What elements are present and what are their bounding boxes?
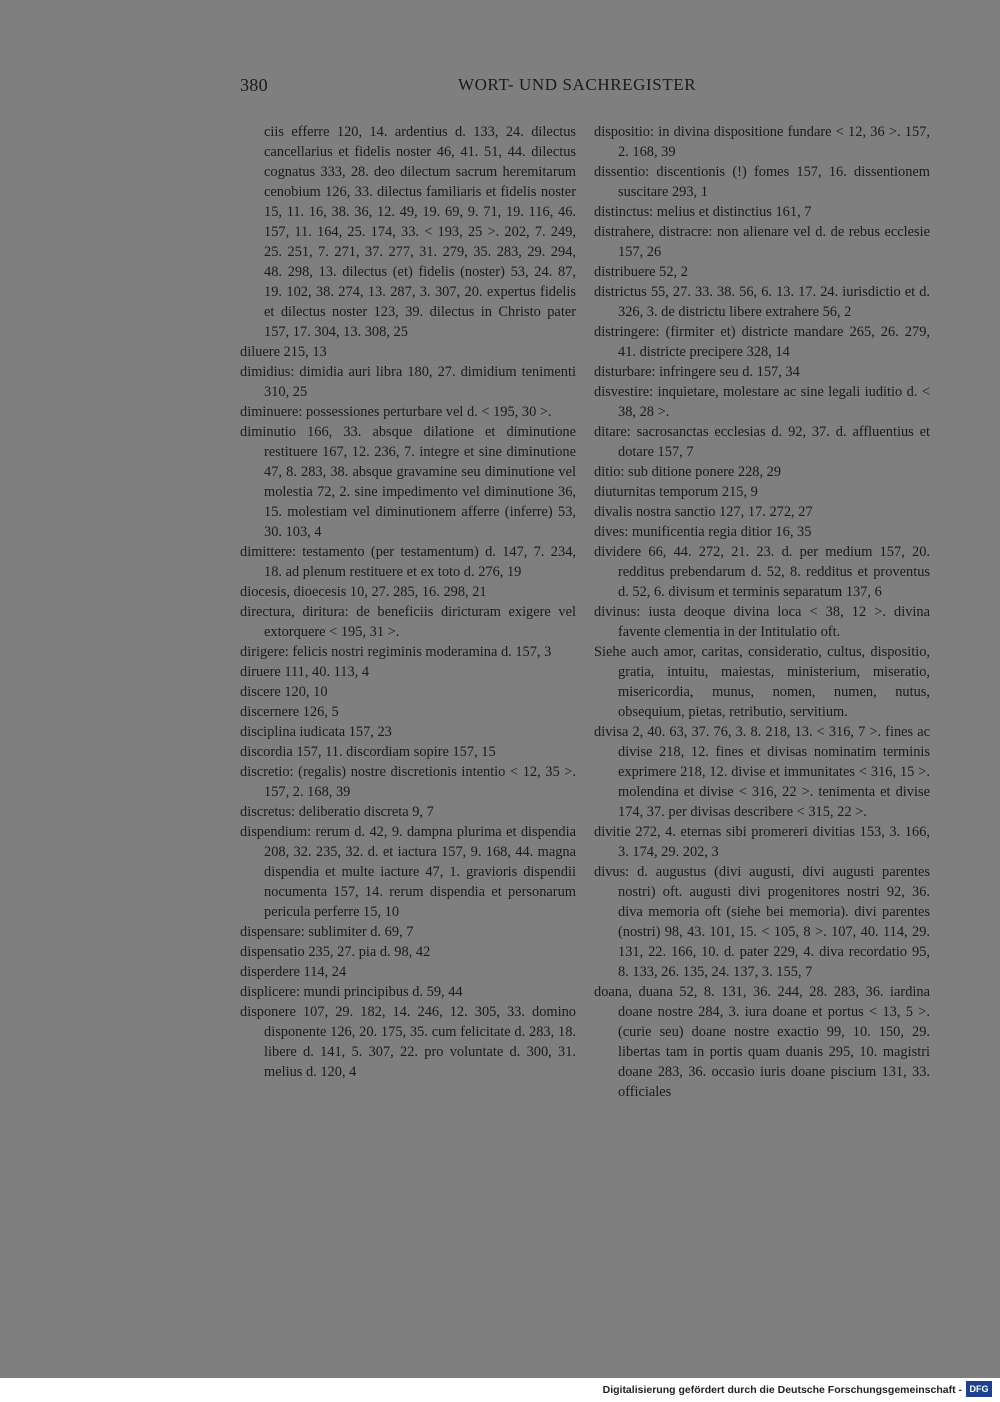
index-entry: dispensatio 235, 27. pia d. 98, 42 — [240, 944, 431, 960]
index-entry: distribuere 52, 2 — [594, 264, 688, 280]
index-entry: discere 120, 10 — [240, 684, 328, 700]
index-entry: distrahere, distracre: non alienare vel d. de rebus ecclesie 157, 26 — [594, 224, 930, 260]
index-entry: discretio: (regalis) nostre discretionis intentio < 12, 35 >. 157, 2. 168, 39 — [240, 764, 576, 800]
index-entry: dives: munificentia regia ditior 16, 35 — [594, 524, 812, 540]
index-entry: dimidius: dimidia auri libra 180, 27. dimidium tenimenti 310, 25 — [240, 364, 576, 400]
index-entry: divinus: iusta deoque divina loca < 38, 12 >. divina favente clementia in der Intitulatio oft. — [594, 604, 930, 640]
index-entry: dimittere: testamento (per testamentum) d. 147, 7. 234, 18. ad plenum restituere et ex toto d. 276, 19 — [240, 544, 576, 580]
index-entry: dividere 66, 44. 272, 21. 23. d. per medium 157, 20. redditus prebendarum d. 52, 8. redditus et proventus d. 52, 6. divisum et terminis separatum 137, 6 — [594, 544, 930, 600]
index-entry: disvestire: inquietare, molestare ac sine legali iuditio d. < 38, 28 >. — [594, 384, 930, 420]
index-entry: dispendium: rerum d. 42, 9. dampna plurima et dispendia 208, 32. 235, 32. d. et iactura 157, 9. 168, 44. magna dispendia et multe iacture 47, 1. gravioris dispendii nocumenta 157, 14. rerum dispendia et personarum pericula perferre 15, 10 — [240, 824, 576, 920]
index-column-left — [240, 122, 576, 1082]
index-entry: diuturnitas temporum 215, 9 — [594, 484, 758, 500]
index-entry: discretus: deliberatio discreta 9, 7 — [240, 804, 434, 820]
index-entry: districtus 55, 27. 33. 38. 56, 6. 13. 17. 24. iurisdictio et d. 326, 3. de districtu libere extrahere 56, 2 — [594, 284, 930, 320]
index-entry: doana, duana 52, 8. 131, 36. 244, 28. 283, 36. iardina doane nostre 284, 3. iura doane et portus < 13, 5 >. (curie seu) doane nostre exactio 99, 10. 150, 29. libertas tam in portis quam duanis 295, 10. magistri doane 283, 36. occasio iuris doane piscium 131, 33. officiales — [594, 984, 930, 1100]
index-entry: ditare: sacrosanctas ecclesias d. 92, 37. d. affluentius et dotare 157, 7 — [594, 424, 930, 460]
index-entry: divitie 272, 4. eternas sibi promereri divitias 153, 3. 166, 3. 174, 29. 202, 3 — [594, 824, 930, 860]
index-entry: distinctus: melius et distinctius 161, 7 — [594, 204, 812, 220]
index-entry: directura, diritura: de beneficiis diricturam exigere vel extorquere < 195, 31 >. — [240, 604, 576, 640]
running-head: WORT- UND SACHREGISTER — [458, 75, 697, 94]
index-entry: diminutio 166, 33. absque dilatione et diminutione restituere 167, 12. 236, 7. integre et sine diminutione 47, 8. 283, 38. absque gravamine seu diminutione vel molestia 72, 2. sine impedimento vel diminutione 36, 15. molestiam vel diminutionem afferre (inferre) 53, 30. 103, 4 — [240, 424, 576, 540]
index-entry: disperdere 114, 24 — [240, 964, 347, 980]
index-entry: distringere: (firmiter et) districte mandare 265, 26. 279, 41. districte precipere 328, 14 — [594, 324, 930, 360]
index-entry: divalis nostra sanctio 127, 17. 272, 27 — [594, 504, 813, 520]
index-entry: disturbare: infringere seu d. 157, 34 — [594, 364, 800, 380]
index-entry: diminuere: possessiones perturbare vel d. < 195, 30 >. — [240, 404, 552, 420]
index-entry: dissentio: discentionis (!) fomes 157, 16. dissentionem suscitare 293, 1 — [594, 164, 930, 200]
index-entry: divisa 2, 40. 63, 37. 76, 3. 8. 218, 13. < 316, 7 >. fines ac divise 218, 12. fines et divisas nominatim terminis exprimere 218, 12. divise et immunitates < 316, 15 >. molendina et divise < 316, 22 >. tenimenta et divise 174, 37. per divisas describere < 315, 22 >. — [594, 724, 930, 820]
index-entry: disponere 107, 29. 182, 14. 246, 12. 305, 33. domino disponente 126, 20. 175, 35. cum felicitate d. 283, 18. libere d. 141, 5. 307, 22. pro voluntate d. 300, 31. melius d. 120, 4 — [240, 1004, 576, 1080]
index-entry: dirigere: felicis nostri regiminis moderamina d. 157, 3 — [240, 644, 552, 660]
index-entry: ditio: sub ditione ponere 228, 29 — [594, 464, 782, 480]
index-column-right — [594, 122, 930, 1102]
funding-credit: Digitalisierung gefördert durch die Deutsche Forschungsgemeinschaft - — [602, 1384, 962, 1396]
index-entry: diruere 111, 40. 113, 4 — [240, 664, 370, 680]
index-entry: discordia 157, 11. discordiam sopire 157, 15 — [240, 744, 496, 760]
index-entry: displicere: mundi principibus d. 59, 44 — [240, 984, 463, 1000]
index-entry: divus: d. augustus (divi augusti, divi augusti parentes nostri) oft. augusti divi progenitores nostri 92, 36. diva memoria oft (siehe bei memoria). divi parentes (nostri) 98, 43. 101, 15. < 105, 8 >. 107, 40. 114, 29. 131, 22. 166, 10. d. pater 229, 4. diva recordatio 95, 8. 133, 26. 135, 24. 137, 3. 155, 7 — [594, 864, 930, 980]
index-entry: diocesis, dioecesis 10, 27. 285, 16. 298, 21 — [240, 584, 487, 600]
index-entry: ciis efferre 120, 14. ardentius d. 133, 24. dilectus cancellarius et fidelis noster 46, 41. 51, 44. dilectus cognatus 333, 28. deo dilectum sacrum heremitarum cenobium 126, 33. dilectus familiaris et fidelis noster 15, 11. 16, 38. 36, 12. 49, 19. 69, 9. 71, 19. 116, 46. 157, 11. 164, 25. 174, 33. < 193, 25 >. 202, 7. 249, 25. 251, 7. 271, 37. 277, 31. 279, 35. 283, 29. 294, 48. 298, 13. dilectus (et) fidelis (noster) 53, 24. 87, 19. 102, 38. 274, 13. 287, 3. 307, 20. expertus fidelis et dilectus noster 123, 39. dilectus in Christo pater 157, 17. 304, 13. 308, 25 — [264, 124, 576, 340]
page-number: 380 — [240, 75, 268, 95]
index-entry: Siehe auch amor, caritas, consideratio, cultus, dispositio, gratia, intuitu, maiestas, ministerium, miseratio, misericordia, munus, nomen, numen, nutus, obsequium, pietas, retributio, servitium. — [594, 644, 930, 720]
index-entry: dispensare: sublimiter d. 69, 7 — [240, 924, 414, 940]
footer-bar — [0, 1378, 1000, 1402]
dfg-logo: DFG — [966, 1381, 992, 1397]
index-entry: diluere 215, 13 — [240, 344, 327, 360]
index-entry: dispositio: in divina dispositione fundare < 12, 36 >. 157, 2. 168, 39 — [594, 124, 930, 160]
index-entry: disciplina iudicata 157, 23 — [240, 724, 392, 740]
index-entry: discernere 126, 5 — [240, 704, 339, 720]
